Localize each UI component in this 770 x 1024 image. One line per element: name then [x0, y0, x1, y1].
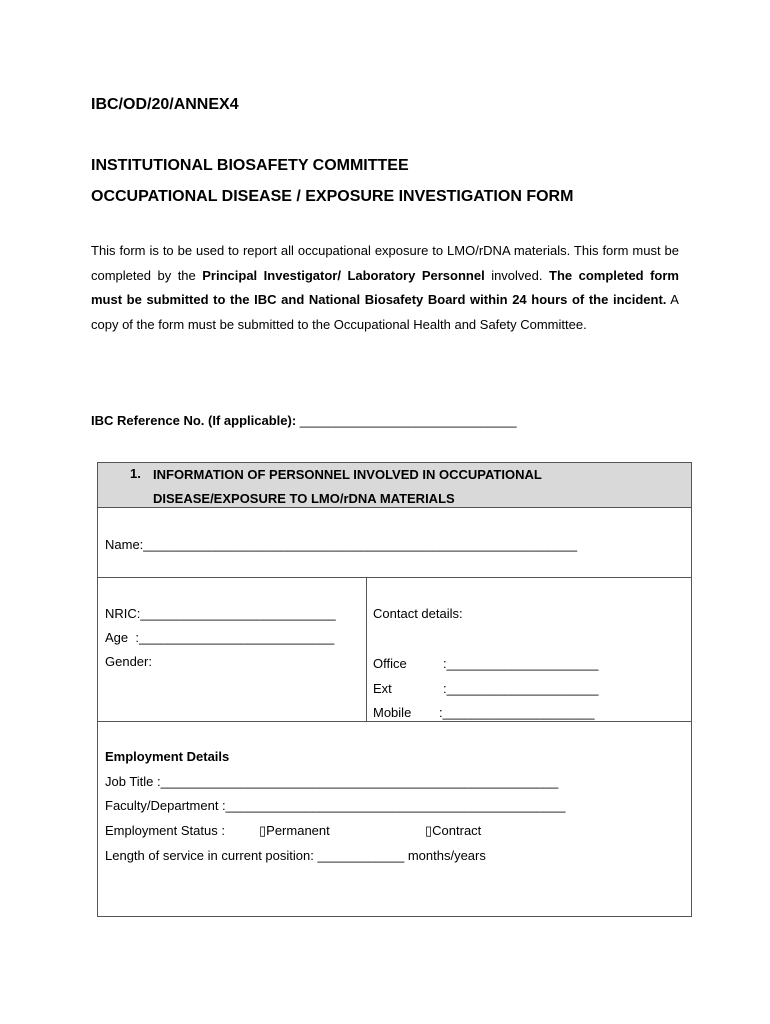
document-reference: IBC/OD/20/ANNEX4	[91, 96, 239, 113]
intro-bold-2: The completed form must be submitted to the IBC and National Biosafety Board within 24 hours of the incident.	[91, 267, 679, 308]
length-of-service-unit: months/years	[404, 848, 486, 863]
length-of-service-blank[interactable]: ____________	[317, 848, 405, 863]
form-title: OCCUPATIONAL DISEASE / EXPOSURE INVESTIGATION FORM	[91, 188, 574, 205]
faculty-department-field[interactable]: Faculty/Department :_______________________________________________	[105, 798, 566, 813]
section-1-number: 1.	[130, 466, 141, 481]
committee-title: INSTITUTIONAL BIOSAFETY COMMITTEE	[91, 157, 409, 174]
intro-paragraph	[91, 239, 679, 337]
length-of-service-field	[105, 848, 486, 863]
ext-field[interactable]: :_____________________	[443, 681, 599, 696]
name-row	[97, 507, 692, 578]
ibc-reference-field[interactable]	[91, 413, 517, 428]
office-field[interactable]: :_____________________	[443, 656, 599, 671]
permanent-checkbox[interactable]: ▯Permanent	[259, 823, 330, 838]
gender-label: Gender:	[105, 654, 152, 669]
ibc-reference-label: IBC Reference No. (If applicable):	[91, 413, 300, 428]
employment-status-label: Employment Status :	[105, 823, 225, 838]
employment-details-heading	[105, 749, 229, 764]
ibc-reference-blank[interactable]: ______________________________	[299, 413, 517, 428]
name-field[interactable]: Name:____________________________________________________________	[105, 537, 578, 552]
contact-details-cell	[366, 577, 692, 722]
contract-checkbox[interactable]: ▯Contract	[425, 823, 482, 838]
length-of-service-label: Length of service in current position:	[105, 848, 318, 863]
contact-details-label: Contact details:	[373, 606, 463, 621]
employment-heading-text: Employment Details	[105, 749, 230, 764]
section-1-header	[97, 462, 692, 508]
ext-label: Ext	[373, 681, 392, 696]
nric-field[interactable]: NRIC:___________________________	[105, 606, 336, 621]
office-label: Office	[373, 656, 407, 671]
intro-text-3: A copy of the form must be submitted to the Occupational Health and Safety Committee.	[91, 292, 679, 332]
section-1-title-line2: DISEASE/EXPOSURE TO LMO/rDNA MATERIALS	[153, 491, 455, 506]
intro-text-2: involved.	[484, 267, 549, 283]
intro-bold-1: Principal Investigator/ Laboratory Personnel	[202, 267, 485, 283]
age-field[interactable]: Age :___________________________	[105, 630, 335, 645]
job-title-field[interactable]: Job Title :_______________________________________________________	[105, 774, 559, 789]
mobile-label: Mobile	[373, 705, 412, 720]
personal-details-cell	[97, 577, 367, 722]
employment-details-cell	[97, 721, 692, 917]
mobile-field[interactable]: :_____________________	[439, 705, 595, 720]
section-1-title-line1: INFORMATION OF PERSONNEL INVOLVED IN OCCUPATIONAL	[153, 467, 542, 482]
intro-text-1: This form is to be used to report all occupational exposure to LMO/rDNA materials. This form must be completed by the	[91, 243, 679, 283]
